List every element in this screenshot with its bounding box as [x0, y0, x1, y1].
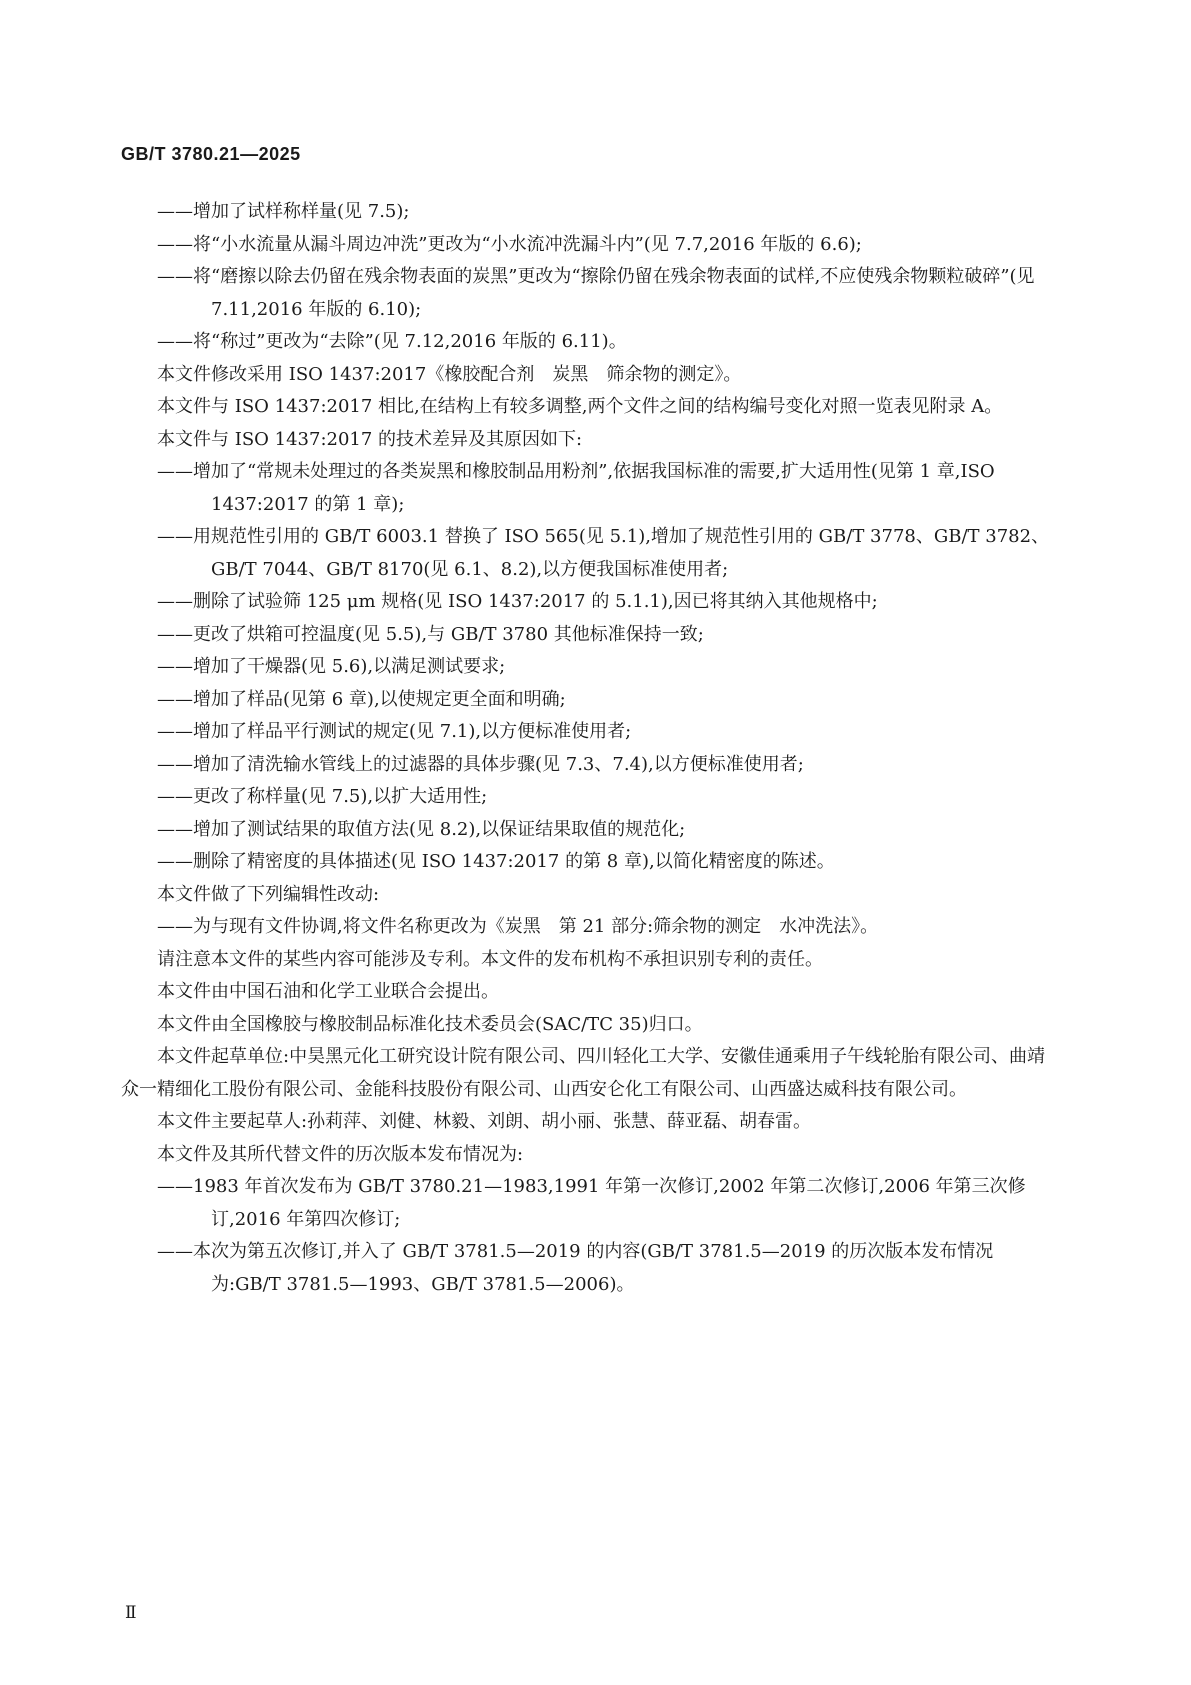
document-body: [121, 196, 1058, 1301]
difference-item: ——增加了测试结果的取值方法(见 8.2),以保证结果取值的规范化;: [157, 818, 686, 840]
difference-item: ——更改了称样量(见 7.5),以扩大适用性;: [157, 786, 488, 807]
revision-item: ——将“小水流量从漏斗周边冲洗”更改为“小水流冲洗漏斗内”(见 7.7,2016 年版的 6.6);: [157, 233, 862, 255]
paragraph: 本文件与 ISO 1437:2017 相比,在结构上有较多调整,两个文件之间的结构编号变化对照一览表见附录 A。: [157, 396, 1003, 417]
revision-item: ——增加了试样称样量(见 7.5);: [157, 201, 410, 222]
paragraph: 本文件修改采用 ISO 1437:2017《橡胶配合剂 炭黑 筛余物的测定》。: [157, 363, 742, 385]
history-item: ——1983 年首次发布为 GB/T 3780.21—1983,1991 年第一次修订,2002 年第二次修订,2006 年第三次修订,2016 年第四次修订;: [157, 1176, 1026, 1230]
revision-item: ——将“称过”更改为“去除”(见 7.12,2016 年版的 6.11)。: [157, 331, 627, 352]
revision-item: ——将“磨擦以除去仍留在残余物表面的炭黑”更改为“擦除仍留在残余物表面的试样,不应使残余物颗粒破碎”(见 7.11,2016 年版的 6.10);: [157, 266, 1035, 320]
drafting-units-paragraph: 本文件起草单位:中昊黑元化工研究设计院有限公司、四川轻化工大学、安徽佳通乘用子午线轮胎有限公司、曲靖众一精细化工股份有限公司、金能科技股份有限公司、山西安仑化工有限公司、山西盛达威科技有限公司。: [121, 1046, 1046, 1100]
difference-item: ——增加了干燥器(见 5.6),以满足测试要求;: [157, 656, 506, 677]
difference-item: ——用规范性引用的 GB/T 6003.1 替换了 ISO 565(见 5.1),增加了规范性引用的 GB/T 3778、GB/T 3782、GB/T 7044、GB/T 8170(见 6.1、8.2),以方便我国标准使用者;: [157, 526, 1050, 580]
committee-paragraph: 本文件由全国橡胶与橡胶制品标准化技术委员会(SAC/TC 35)归口。: [157, 1013, 703, 1035]
difference-item: ——增加了“常规未处理过的各类炭黑和橡胶制品用粉剂”,依据我国标准的需要,扩大适用性(见第 1 章,ISO 1437:2017 的第 1 章);: [157, 461, 995, 515]
paragraph: 本文件与 ISO 1437:2017 的技术差异及其原因如下:: [157, 428, 583, 450]
difference-item: ——增加了清洗输水管线上的过滤器的具体步骤(见 7.3、7.4),以方便标准使用者;: [157, 753, 804, 775]
difference-item: ——删除了精密度的具体描述(见 ISO 1437:2017 的第 8 章),以简化精密度的陈述。: [157, 851, 835, 872]
editorial-item: ——为与现有文件协调,将文件名称更改为《炭黑 第 21 部分:筛余物的测定 水冲洗法》。: [157, 916, 879, 937]
difference-item: ——更改了烘箱可控温度(见 5.5),与 GB/T 3780 其他标准保持一致;: [157, 623, 704, 645]
difference-item: ——增加了样品(见第 6 章),以使规定更全面和明确;: [157, 688, 566, 710]
difference-item: ——增加了样品平行测试的规定(见 7.1),以方便标准使用者;: [157, 721, 632, 742]
standard-code-header: GB/T 3780.21—2025: [121, 144, 301, 164]
history-intro: 本文件及其所代替文件的历次版本发布情况为:: [157, 1143, 524, 1165]
patent-notice: 请注意本文件的某些内容可能涉及专利。本文件的发布机构不承担识别专利的责任。: [157, 948, 823, 970]
proposer-paragraph: 本文件由中国石油和化学工业联合会提出。: [157, 981, 499, 1002]
paragraph: 本文件做了下列编辑性改动:: [157, 883, 380, 905]
history-item: ——本次为第五次修订,并入了 GB/T 3781.5—2019 的内容(GB/T 3781.5—2019 的历次版本发布情况为:GB/T 3781.5—1993、GB/T 3781.5—2006)。: [157, 1241, 994, 1295]
page-number: Ⅱ: [125, 1603, 137, 1623]
drafters-paragraph: 本文件主要起草人:孙莉萍、刘健、林毅、刘朗、胡小丽、张慧、薛亚磊、胡春雷。: [157, 1111, 812, 1132]
difference-item: ——删除了试验筛 125 μm 规格(见 ISO 1437:2017 的 5.1.1),因已将其纳入其他规格中;: [157, 591, 878, 612]
